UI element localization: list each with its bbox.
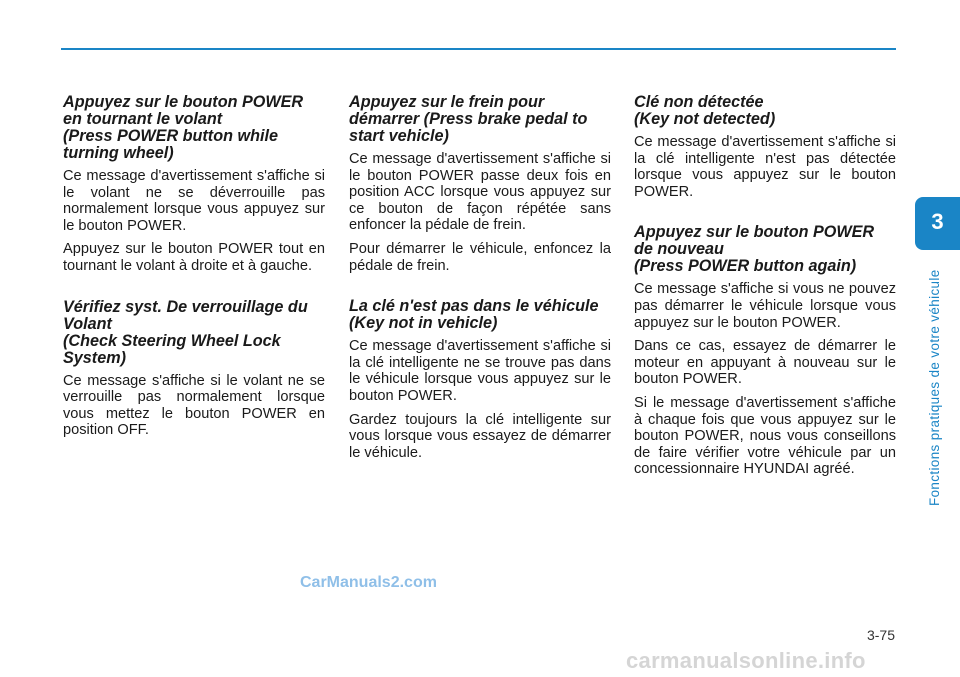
section-heading: Clé non détectée (Key not detected) [634,93,776,128]
section-paragraph: Ce message s'affiche si vous ne pouvez pas démarrer le véhicule lorsque vous appuyez sur le bouton POWER. [634,281,896,331]
section-paragraph: Pour démarrer le véhicule, enfoncez la pédale de frein. [349,240,611,274]
page-number: 3-75 [866,627,895,643]
section-paragraph: Ce message d'avertissement s'affiche si le volant ne se déverrouille pas normalement lorsque vous appuyez sur le bouton POWER. [63,168,325,234]
section [634,94,896,200]
header-rule [61,48,896,50]
section-paragraph: Gardez toujours la clé intelligente sur vous lorsque vous essayez de démarrer le véhicule. [349,411,611,461]
column-2 [349,94,611,485]
section-heading: Appuyez sur le bouton POWER de nouveau (Press POWER button again) [634,223,875,276]
footer-watermark: carmanualsonline.info [626,648,866,673]
section [634,224,896,478]
section-paragraph: Appuyez sur le bouton POWER tout en tournant le volant à droite et à gauche. [63,241,325,274]
section-paragraph: Si le message d'avertissement s'affiche à chaque fois que vous appuyez sur le bouton POWER, nous vous conseillons de faire vérifier votre véhicule par un concessionnaire HYUNDAI agréé. [634,394,896,478]
section-paragraph: Ce message s'affiche si le volant ne se verrouille pas normalement lorsque vous mettez le bouton POWER en position OFF. [63,372,325,439]
chapter-title: Fonctions pratiques de votre véhicule [927,269,942,506]
section-paragraph: Ce message d'avertissement s'affiche si le bouton POWER passe deux fois en position ACC lorsque vous appuyez sur ce bouton de façon répétée sans enfoncer la pédale de frein. [349,151,611,234]
chapter-number: 3 [931,209,944,234]
section-heading: Appuyez sur le frein pour démarrer (Press brake pedal to start vehicle) [349,93,588,145]
section-heading: Appuyez sur le bouton POWER en tournant le volant (Press POWER button while turning wheel) [63,93,304,162]
section-heading: Vérifiez syst. De verrouillage du Volant (Check Steering Wheel Lock System) [63,297,308,367]
section-heading: La clé n'est pas dans le véhicule (Key not in vehicle) [349,297,599,333]
section-paragraph: Ce message d'avertissement s'affiche si la clé intelligente n'est pas détectée lorsque vous appuyez sur le bouton POWER. [634,134,896,200]
column-3 [634,94,896,502]
section [349,94,611,274]
section-paragraph: Dans ce cas, essayez de démarrer le moteur en appuyant à nouveau sur le bouton POWER. [634,338,896,388]
section [63,299,325,439]
section-paragraph: Ce message d'avertissement s'affiche si la clé intelligente ne se trouve pas dans le véhicule lorsque vous appuyez sur le bouton POWER. [349,338,611,404]
section [63,94,325,275]
watermark-link[interactable]: CarManuals2.com [300,574,437,591]
chapter-tab [915,197,960,250]
section [349,298,611,461]
column-1 [63,94,325,463]
chapter-title-vertical [925,256,945,506]
